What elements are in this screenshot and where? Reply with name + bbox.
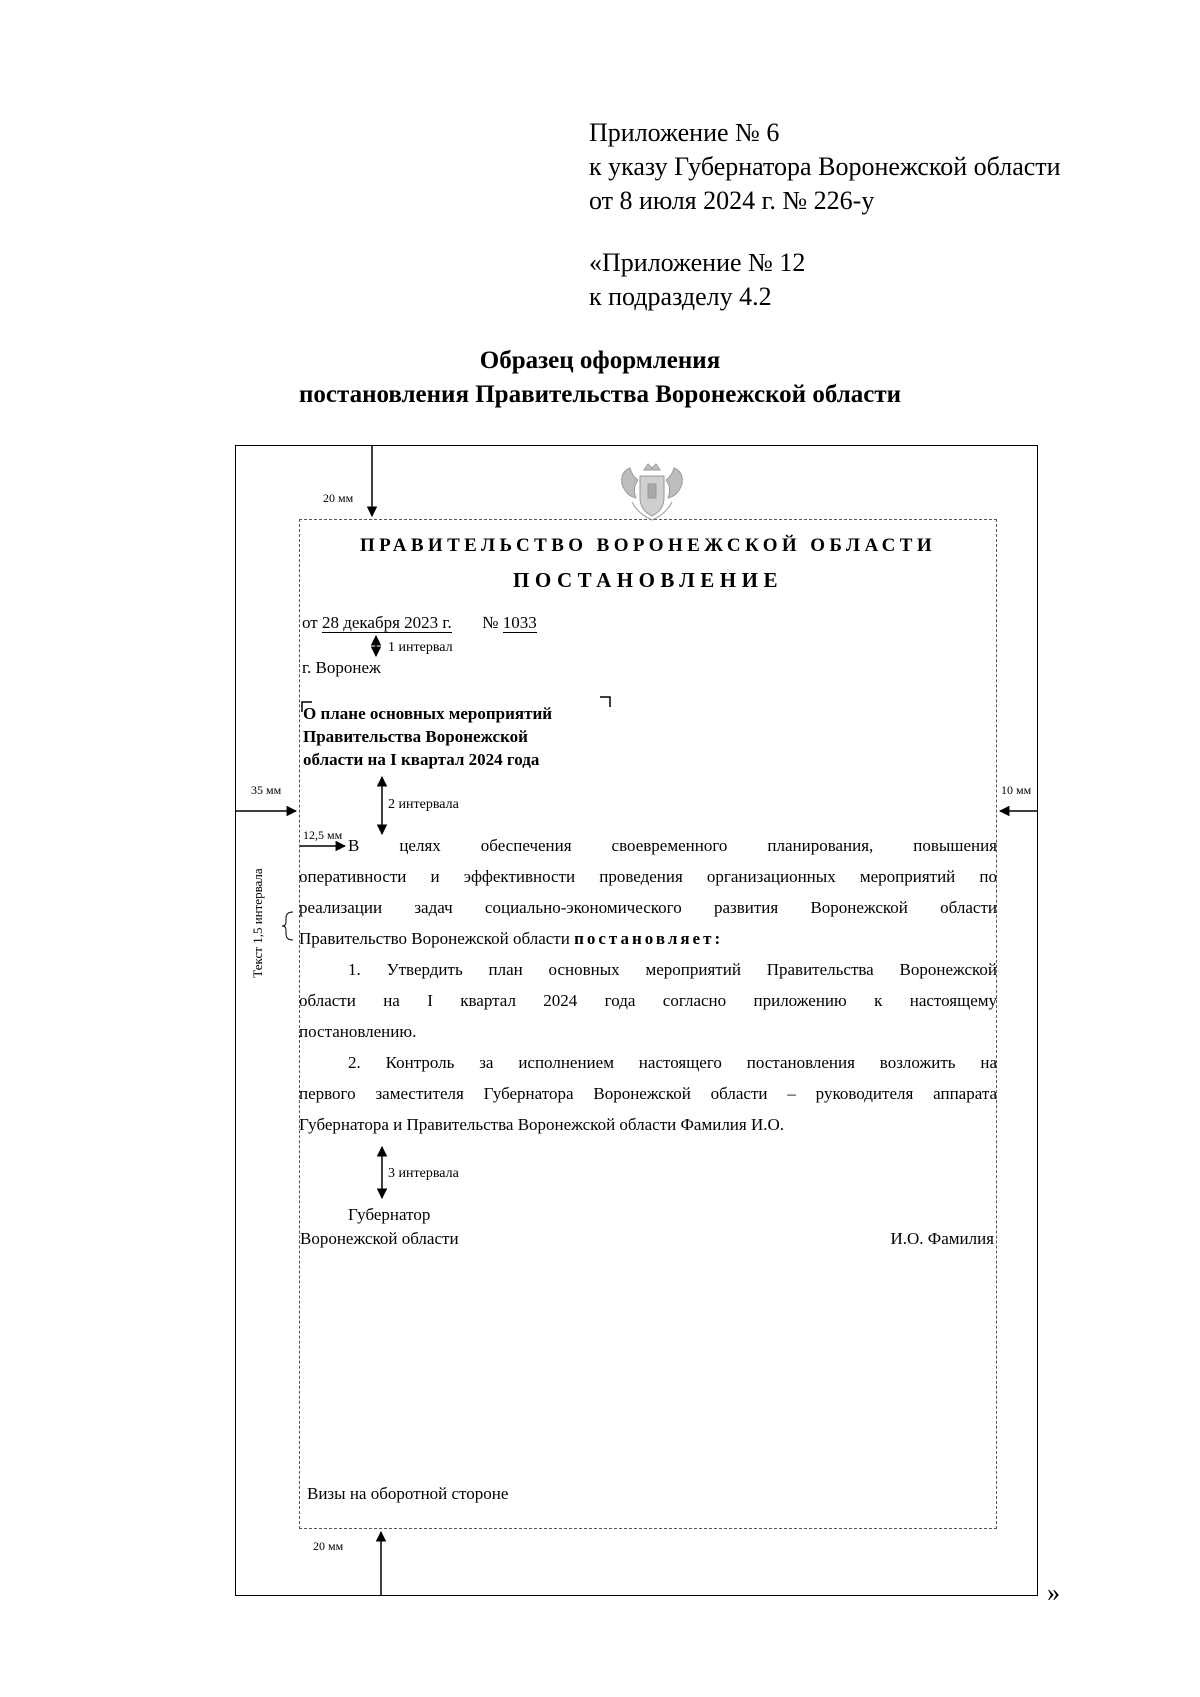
item1-line1: 1. Утвердить план основных мероприятий Правительства Воронежской bbox=[348, 960, 997, 979]
signer-title-line1: Губернатор bbox=[348, 1205, 431, 1224]
subject-line2: Правительства Воронежской bbox=[303, 727, 528, 746]
body-line4 bbox=[299, 923, 997, 954]
left-margin-label: 35 мм bbox=[251, 783, 282, 797]
decision-word: постановляет: bbox=[574, 929, 724, 948]
indent-label: 12,5 мм bbox=[303, 828, 343, 842]
closing-quote: » bbox=[1047, 1578, 1060, 1607]
place: г. Воронеж bbox=[302, 658, 381, 677]
signer-title-line2: Воронежской области bbox=[300, 1229, 459, 1248]
item2-line2: первого заместителя Губернатора Воронежской области – руководителя аппарата bbox=[299, 1084, 997, 1103]
number-prefix: № bbox=[482, 613, 499, 632]
body-line4-start: Правительство Воронежской области bbox=[299, 929, 570, 948]
signer-name: И.О. Фамилия bbox=[890, 1229, 994, 1248]
interval-1-label: 1 интервал bbox=[388, 640, 453, 655]
page-title-line1: Образец оформления bbox=[479, 347, 721, 374]
doc-type: ПОСТАНОВЛЕНИЕ bbox=[513, 568, 783, 592]
right-margin-label: 10 мм bbox=[1001, 783, 1032, 797]
visas-note: Визы на оборотной стороне bbox=[307, 1484, 509, 1503]
subject-line1: О плане основных мероприятий bbox=[303, 704, 553, 723]
body-line1: В целях обеспечения своевременного планирования, повышения bbox=[348, 836, 997, 855]
doc-date: 28 декабря 2023 г. bbox=[321, 613, 452, 632]
page-title-line2: постановления Правительства Воронежской области bbox=[298, 381, 901, 408]
date-line bbox=[302, 613, 537, 633]
appendix-number: Приложение № 6 bbox=[589, 118, 780, 147]
date-prefix: от bbox=[302, 613, 318, 632]
interval-3-label: 3 интервала bbox=[388, 1166, 459, 1181]
item2-line1: 2. Контроль за исполнением настоящего постановления возложить на bbox=[348, 1053, 997, 1072]
item1-line3: постановлению. bbox=[299, 1022, 417, 1041]
appendix12-subsection: к подразделу 4.2 bbox=[589, 282, 772, 311]
org-name: ПРАВИТЕЛЬСТВО ВОРОНЕЖСКОЙ ОБЛАСТИ bbox=[359, 535, 937, 556]
appendix12-number: «Приложение № 12 bbox=[589, 248, 806, 277]
item1-line2: области на I квартал 2024 года согласно приложению к настоящему bbox=[299, 991, 997, 1010]
body-line3: реализации задач социально-экономического развития Воронежской области bbox=[299, 898, 997, 917]
appendix-decree-ref: к указу Губернатора Воронежской области bbox=[589, 152, 1061, 181]
item2-line3: Губернатора и Правительства Воронежской области Фамилия И.О. bbox=[299, 1115, 785, 1134]
subject-line3: области на I квартал 2024 года bbox=[303, 750, 540, 769]
text-spacing-label: Текст 1,5 интервала bbox=[250, 868, 265, 978]
appendix-date: от 8 июля 2024 г. № 226-у bbox=[589, 186, 875, 215]
doc-number: 1033 bbox=[502, 613, 537, 632]
bottom-margin-label: 20 мм bbox=[313, 1539, 344, 1553]
body-line2: оперативности и эффективности проведения организационных мероприятий по bbox=[299, 867, 997, 886]
top-margin-label: 20 мм bbox=[323, 491, 354, 505]
interval-2-label: 2 интервала bbox=[388, 797, 459, 812]
